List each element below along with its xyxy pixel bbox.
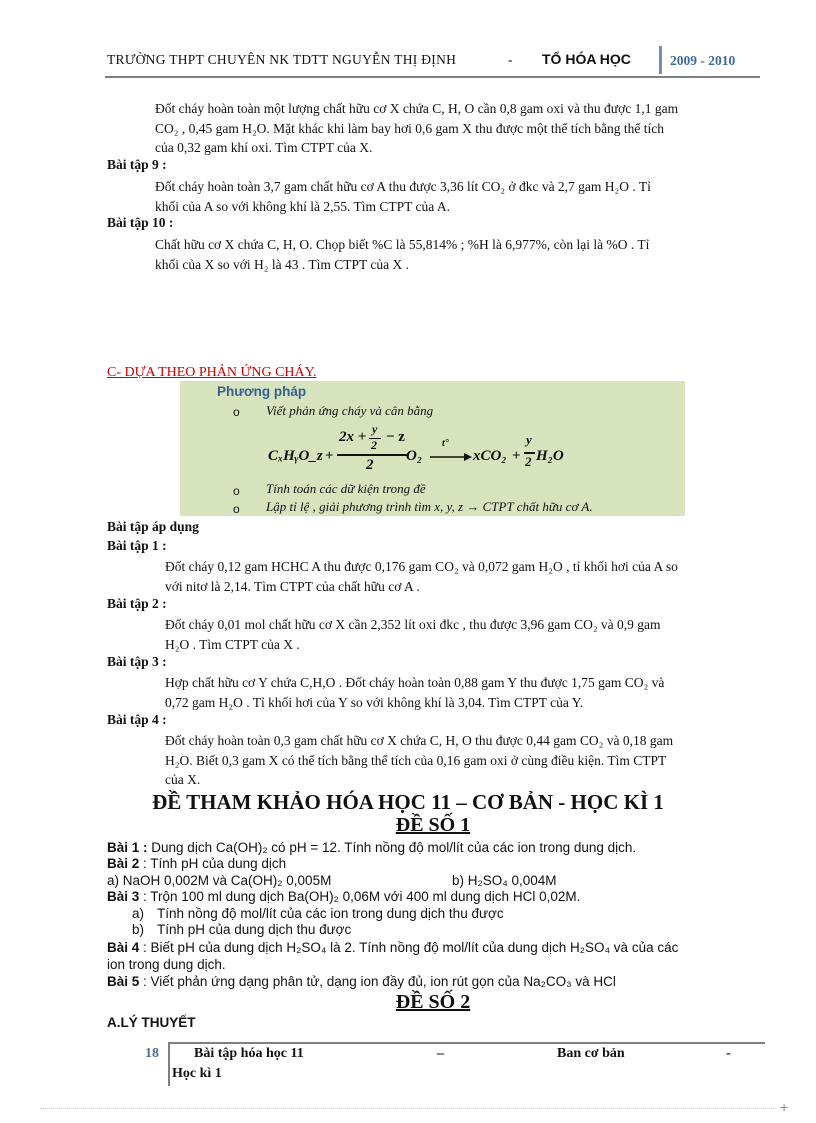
footer-dash-1: – bbox=[437, 1046, 444, 1061]
section-c-heading: C- DỰA THEO PHẢN ỨNG CHÁY. bbox=[107, 365, 317, 380]
exercise-line: Chất hữu cơ X chứa C, H, O. Chọp biết %C là 55,814% ; %H là 6,977%, còn lại là %O . Tỉ bbox=[155, 237, 650, 252]
applied-exercise-2-title: Bài tập 2 : bbox=[107, 596, 167, 611]
method-title: Phương pháp bbox=[217, 384, 307, 399]
footer-dash-2: - bbox=[726, 1046, 731, 1061]
coef-fraction-bar bbox=[337, 454, 407, 456]
page-bottom-dotted-line bbox=[40, 1108, 776, 1109]
coef-num-right: − z bbox=[386, 429, 405, 445]
exercise-line: Đốt cháy 0,12 gam HCHC A thu được 0,176 gam CO₂ và 0,072 gam H₂O , tỉ khối hơi của A so bbox=[165, 559, 678, 574]
exam-bai-1 bbox=[107, 840, 636, 856]
bai-text: : Viết phản ứng dạng phân tử, dạng ion đầy đủ, ion rút gọn của Na₂CO₃ và HCl bbox=[143, 974, 616, 989]
equation-condition: t° bbox=[442, 438, 449, 449]
bai-text: : Biết pH của dung dịch H₂SO₄ là 2. Tính nồng độ mol/lít của dung dịch H₂SO₄ và của các bbox=[143, 940, 679, 955]
footer-term: Học kì 1 bbox=[172, 1066, 222, 1081]
exam-bai-3 bbox=[107, 889, 580, 905]
exercise-line: Đốt cháy hoàn toàn một lượng chất hữu cơ X chứa C, H, O cần 0,8 gam oxi và thu được 1,1 gam bbox=[155, 101, 679, 116]
bai-label: Bài 1 : bbox=[107, 840, 148, 855]
exam-bai-2 bbox=[107, 856, 286, 872]
coef-2: 2 bbox=[371, 438, 377, 452]
applied-exercise-2-body bbox=[165, 615, 760, 654]
exercise-line: 0,72 gam H₂O . Tỉ khối hơi của Y so với không khí là 3,04. Tìm CTPT của Y. bbox=[165, 694, 584, 710]
bai-label: Bài 4 bbox=[107, 940, 140, 955]
footer-book-title: Bài tập hóa học 11 bbox=[194, 1046, 304, 1061]
header-department: TỔ HÓA HỌC bbox=[542, 51, 631, 67]
exercise-line: H₂O. Biết 0,3 gam X có thể tích bằng thể tích của 0,16 gam oxi ở cùng điều kiện. Tìm CTPT bbox=[165, 752, 667, 768]
h-den: 2 bbox=[525, 454, 532, 469]
exercise-line: Đốt cháy hoàn toàn 0,3 gam chất hữu cơ X chứa C, H, O thu được 0,44 gam CO₂ và 0,18 gam bbox=[165, 733, 674, 748]
coef-num-left: 2x + bbox=[339, 429, 367, 445]
applied-exercise-3-title: Bài tập 3 : bbox=[107, 654, 167, 669]
footer-rule bbox=[170, 1042, 765, 1044]
header-year: 2009 - 2010 bbox=[670, 53, 736, 68]
exercise-line: Hợp chất hữu cơ Y chứa C,H,O . Đốt cháy hoàn toàn 0,88 gam Y thu được 1,75 gam CO₂ và bbox=[165, 675, 665, 690]
exercise-line: Đốt cháy hoàn toàn 3,7 gam chất hữu cơ A thu được 3,36 lít CO₂ ở đkc và 2,7 gam H₂O . Tỉ bbox=[155, 179, 651, 194]
applied-exercise-3-body bbox=[165, 673, 760, 712]
bai-label: Bài 5 bbox=[107, 974, 140, 989]
bai-label: Bài 2 bbox=[107, 856, 140, 871]
exercise-line: Đốt cháy 0,01 mol chất hữu cơ X cần 2,352 lít oxi đkc , thu được 3,96 gam CO₂ và 0,9 gam bbox=[165, 617, 661, 632]
exercise-line: với nitơ là 2,14. Tìm CTPT của chất hữu cơ A . bbox=[165, 578, 420, 594]
footer-vertical-rule bbox=[168, 1042, 170, 1086]
exercise-line: khối của X so với H₂ là 43 . Tìm CTPT của X . bbox=[155, 256, 409, 272]
equation-reactant: CₓHᵧO_z bbox=[268, 448, 323, 464]
footer-level: Ban cơ bản bbox=[557, 1046, 625, 1061]
equation-plus-2: + bbox=[512, 448, 521, 464]
combustion-equation bbox=[268, 424, 588, 480]
bai-text: Dung dịch Ca(OH)₂ có pH = 12. Tính nồng độ mol/lít của các ion trong dung dịch. bbox=[151, 840, 637, 855]
h-num: y bbox=[526, 432, 532, 447]
exam-bai-3-a: Tính nồng độ mol/lít của các ion trong dung dịch thu được bbox=[157, 906, 504, 921]
exercise-continuation bbox=[155, 99, 755, 158]
de-so-1-heading: ĐỀ SỐ 1 bbox=[395, 814, 471, 836]
section-a-theory: A.LÝ THUYẾT bbox=[107, 1015, 196, 1030]
exercise-line: CO₂ , 0,45 gam H₂O. Mặt khác khi làm bay hơi 0,6 gam X thu được một thể tích bằng thể tích bbox=[155, 120, 665, 136]
bai-text: : Tính pH của dung dịch bbox=[143, 856, 287, 871]
method-step-2: Tính toán các dữ kiện trong đề bbox=[266, 481, 426, 496]
exam-bai-2-a: a) NaOH 0,002M và Ca(OH)₂ 0,005M bbox=[107, 873, 332, 888]
de-so-2-heading: ĐỀ SỐ 2 bbox=[395, 991, 471, 1013]
bullet-icon: o bbox=[233, 502, 240, 516]
header-school: TRƯỜNG THPT CHUYÊN NK TDTT NGUYỄN THỊ ĐỊNH bbox=[107, 52, 457, 67]
header-rule bbox=[105, 76, 760, 78]
applied-exercise-4-body bbox=[165, 731, 760, 790]
exercise-10-body bbox=[155, 235, 755, 274]
exam-bai-3-b: Tính pH của dung dịch thu được bbox=[157, 922, 352, 937]
exercise-line: H₂O . Tìm CTPT của X . bbox=[165, 636, 300, 652]
exercise-line: của 0,32 gam khí oxi. Tìm CTPT của X. bbox=[155, 140, 373, 155]
bai-label: Bài 3 bbox=[107, 889, 140, 904]
exam-bai-5 bbox=[107, 974, 616, 990]
exam-bai-4-line-2: ion trong dung dịch. bbox=[107, 957, 226, 972]
exercise-9-title: Bài tập 9 : bbox=[107, 157, 167, 172]
coef-y: y bbox=[372, 422, 378, 436]
method-step-1: Viết phản ứng cháy và cân bằng bbox=[266, 403, 434, 418]
exam-bai-4 bbox=[107, 940, 678, 956]
exam-bai-2-b: b) H₂SO₄ 0,004M bbox=[452, 873, 557, 888]
equation-product-co2: xCO₂ bbox=[473, 448, 507, 464]
exam-bai-3-b-label: b) bbox=[132, 922, 145, 937]
exercise-line: của X. bbox=[165, 772, 201, 787]
header-dash: - bbox=[508, 52, 513, 67]
page-number: 18 bbox=[145, 1046, 159, 1061]
coef-den: 2 bbox=[366, 457, 374, 473]
exercise-9-body bbox=[155, 177, 755, 216]
bullet-icon: o bbox=[233, 484, 240, 498]
reaction-arrow-icon bbox=[430, 452, 472, 462]
applied-exercise-1-body bbox=[165, 557, 760, 596]
equation-o2: O₂ bbox=[406, 448, 423, 464]
exercise-10-title: Bài tập 10 : bbox=[107, 215, 174, 230]
applied-heading: Bài tập áp dụng bbox=[107, 519, 199, 534]
bai-text: : Trộn 100 ml dung dịch Ba(OH)₂ 0,06M với 400 ml dung dịch HCl 0,02M. bbox=[143, 889, 581, 904]
bullet-icon: o bbox=[233, 405, 240, 419]
header-separator bbox=[659, 46, 662, 74]
applied-exercise-4-title: Bài tập 4 : bbox=[107, 712, 167, 727]
exam-title: ĐỀ THAM KHẢO HÓA HỌC 11 – CƠ BẢN - HỌC KÌ 1 bbox=[152, 790, 664, 814]
exam-bai-3-a-label: a) bbox=[132, 906, 145, 921]
exercise-line: khối của A so với không khí là 2,55. Tìm CTPT của A. bbox=[155, 198, 451, 214]
equation-plus: + bbox=[325, 448, 334, 464]
equation-product-h2o: H₂O bbox=[536, 448, 564, 464]
applied-exercise-1-title: Bài tập 1 : bbox=[107, 538, 167, 553]
plus-icon: + bbox=[780, 1099, 789, 1115]
method-step-3: Lập tỉ lệ , giải phương trình tìm x, y, z → CTPT chất hữu cơ A. bbox=[266, 499, 593, 514]
